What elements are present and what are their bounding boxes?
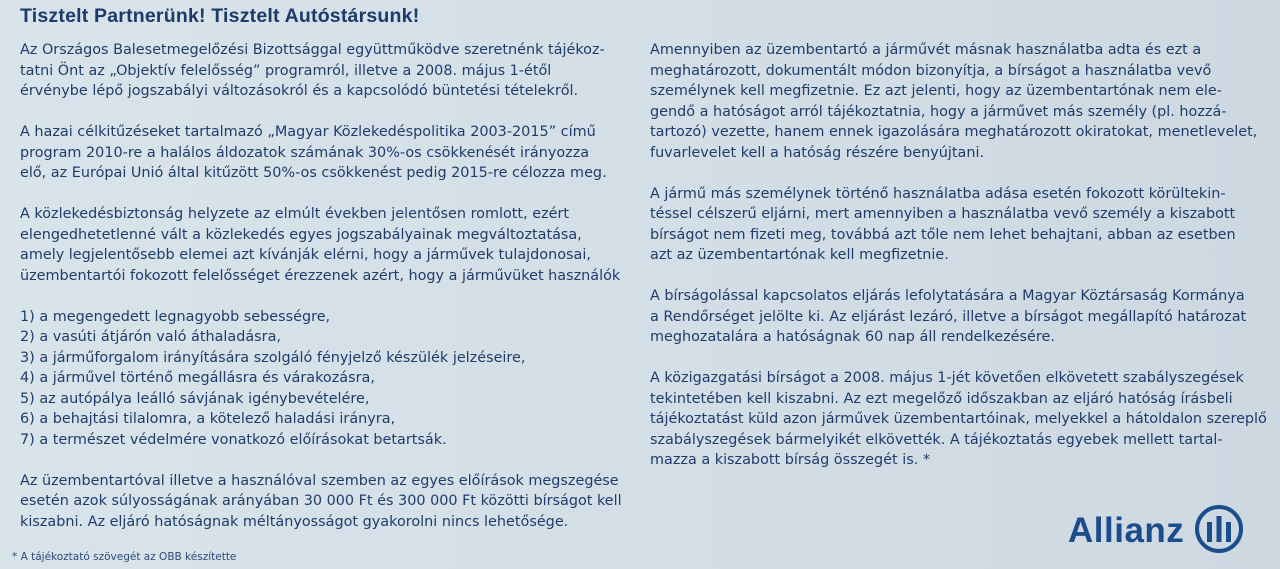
text-line: A jármű más személynek történő használatba adása esetén fokozott körültekin-: [650, 185, 1226, 202]
text-line: fuvarlevelet kell a hatóság részére benyújtani.: [650, 144, 985, 161]
list-item: 6) a behajtási tilalomra, a kötelező haladási irányra,: [20, 411, 396, 427]
text-line: A bírságolással kapcsolatos eljárás lefolytatására a Magyar Köztársaság Kormánya: [650, 288, 1245, 304]
list-item: 2) a vasúti átjárón való áthaladásra,: [20, 329, 281, 345]
text-line: tartozó) vezette, hanem ennek igazolására meghatározott okiratokat, menetlevelet,: [650, 124, 1258, 140]
page-title: Tisztelt Partnerünk! Tisztelt Autóstársunk!: [20, 5, 420, 27]
text-line: mazza a kiszabott bírság összegét is. *: [650, 452, 931, 468]
allianz-logo: [1068, 504, 1244, 558]
list-item: 5) az autópálya leálló sávjának igénybevételére,: [20, 390, 370, 407]
text-line: üzembentartói fokozott felelősséget érezzenek azért, hogy a járművüket használók: [20, 267, 621, 284]
text-line: program 2010-re a halálos áldozatok számának 30%-os csökkenését irányozza: [20, 144, 590, 161]
text-line: gendő a hatóságot arról tájékoztatnia, hogy a járművet más személy (pl. hozzá-: [650, 103, 1227, 120]
text-line: A közlekedésbiztonság helyzete az elmúlt években jelentősen romlott, ezért: [20, 206, 570, 222]
text-line: tájékoztatást küld azon járművek üzembentartóinak, melyekkel a hátoldalon szereplő: [650, 411, 1267, 427]
admin-fine-paragraph: [650, 368, 1267, 471]
text-line: Amennyiben az üzembentartó a járművét másnak használatba adta és ezt a: [650, 42, 1202, 58]
text-line: a Rendőrséget jelölte ki. Az eljárást lezáró, illetve a bírságot megállapító határozat: [650, 308, 1247, 325]
rules-list: [20, 307, 626, 451]
text-line: érvénybe lépő jogszabályi változásokról és a kapcsolódó büntetési tételekről.: [20, 83, 579, 99]
list-item: 3) a járműforgalom irányítására szolgáló fényjelző készülék jelzéseire,: [20, 349, 526, 366]
text-line: elő, az Európai Unió által kitűzött 50%-os csökkenést pedig 2015-re célozza meg.: [20, 165, 607, 181]
allianz-logo-mark-icon: [1194, 504, 1244, 558]
text-line: személynek kell megfizetnie. Ez azt jelenti, hogy az üzembentartónak nem ele-: [650, 83, 1222, 99]
text-line: amely legjelentősebb elemei azt kívánják elérni, hogy a járművek tulajdonosai,: [20, 247, 591, 263]
text-line: meghozatalára a hatóságnak 60 nap áll rendelkezésére.: [650, 329, 1055, 345]
text-line: szabályszegések bármelyikét elkövették. A tájékoztatás egyebek mellett tartal-: [650, 431, 1223, 448]
caution-paragraph: [650, 184, 1264, 266]
text-line: meghatározott, dokumentált módon bizonyítja, a bírságot a használatba vevő: [650, 62, 1212, 79]
text-line: tatni Önt az „Objektív felelősség” programról, illetve a 2008. május 1-étől: [20, 62, 552, 79]
left-column: [20, 40, 626, 553]
footnote: * A tájékoztató szövegét az OBB készítette: [12, 551, 237, 563]
text-line: azt az üzembentartónak kell megfizetnie.: [650, 247, 949, 263]
text-line: Az üzembentartóval illetve a használóval szemben az egyes előírások megszegése: [20, 472, 619, 489]
lending-paragraph: [650, 40, 1264, 163]
list-item: 7) a természet védelmére vonatkozó előírásokat betartsák.: [20, 431, 447, 448]
safety-paragraph: [20, 204, 626, 286]
text-line: téssel célszerű eljárni, mert amennyiben a használatba vevő személy a kiszabott: [650, 206, 1236, 222]
logo-wordmark: Allianz: [1068, 511, 1185, 550]
text-line: bírságot nem fizeti meg, továbbá azt tőle nem lehet behajtani, abban az esetben: [650, 226, 1236, 243]
policy-paragraph: [20, 122, 626, 184]
text-line: A hazai célkitűzéseket tartalmazó „Magyar Közlekedéspolitika 2003-2015” című: [20, 124, 596, 140]
text-line: kiszabni. Az eljáró hatóságnak méltányosságot gyakorolni nincs lehetősége.: [20, 513, 569, 530]
procedure-paragraph: [650, 286, 1264, 348]
text-line: esetén azok súlyosságának arányában 30 000 Ft és 300 000 Ft közötti bírságot kell: [20, 493, 622, 509]
list-item: 1) a megengedett legnagyobb sebességre,: [20, 308, 331, 325]
text-line: A közigazgatási bírságot a 2008. május 1-jét követően elkövetett szabályszegések: [650, 370, 1244, 386]
right-column: [650, 40, 1267, 491]
text-line: Az Országos Balesetmegelőzési Bizottsággal együttműködve szeretnénk tájékoz-: [20, 42, 605, 58]
text-line: tekintetében kell kiszabni. Az ezt megelőző időszakban az eljáró hatóság írásbeli: [650, 390, 1233, 407]
list-item: 4) a járművel történő megállásra és várakozásra,: [20, 370, 375, 386]
fine-paragraph: [20, 471, 626, 533]
intro-paragraph: [20, 40, 626, 102]
text-line: elengedhetetlenné vált a közlekedés egyes jogszabályainak megváltoztatása,: [20, 226, 582, 243]
